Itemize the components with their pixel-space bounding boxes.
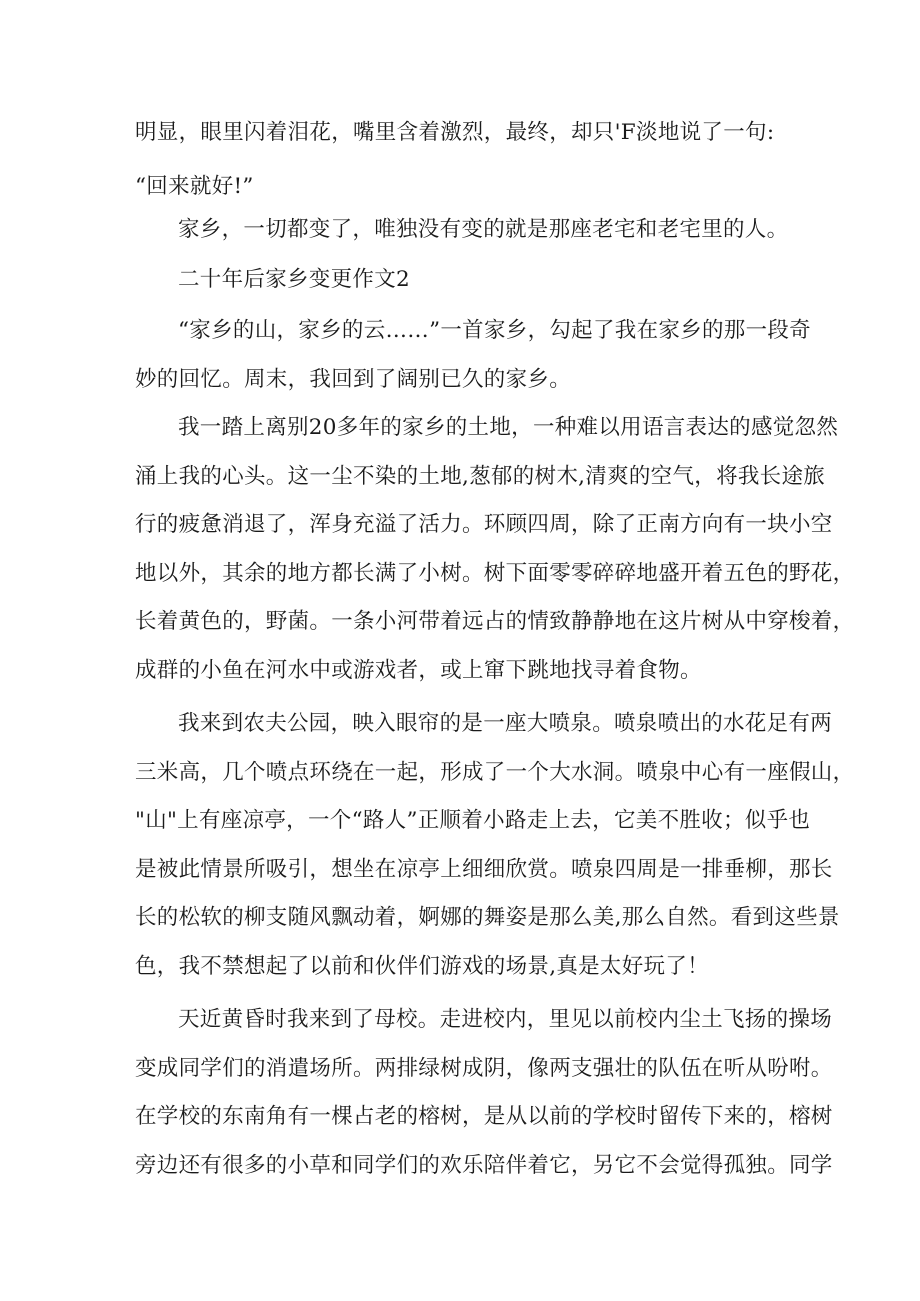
- text-line: 是被此情景所吸引，想坐在凉亭上细细欣赏。喷泉四周是一排垂柳，那长: [135, 857, 833, 882]
- text-line: 明显，眼里闪着泪花，嘴里含着激烈，最终，却只'F淡地说了一句:: [135, 120, 775, 145]
- text-line: 长着黄色的，野菌。一条小河带着远占的情致静静地在这片树从中穿梭着，: [135, 609, 855, 634]
- text-line: 涌上我的心头。这一尘不染的土地,葱郁的树木,清爽的空气，将我长途旅: [135, 464, 826, 489]
- section-heading: 二十年后家乡变更作文2: [178, 267, 410, 292]
- text-line: 成群的小鱼在河水中或游戏者，或上窜下跳地找寻着食物。: [135, 658, 702, 683]
- text-line: 家乡，一切都变了，唯独没有变的就是那座老宅和老宅里的人。: [178, 217, 789, 242]
- text-line: “回来就好!”: [135, 174, 254, 199]
- text-line: 长的松软的柳支随风飘动着，婀娜的舞姿是那么美,那么自然。看到这些景: [135, 905, 840, 930]
- text-line: 在学校的东南角有一棵占老的榕树，是从以前的学校时留传下来的，榕树: [135, 1104, 833, 1129]
- text-line: 地以外，其余的地方都长满了小树。树下面零零碎碎地盛开着五色的野花，: [135, 561, 855, 586]
- text-line: 色，我不禁想起了以前和伙伴们游戏的场景,真是太好玩了！: [135, 954, 709, 979]
- text-line: 行的疲惫消退了，浑身充溢了活力。环顾四周，除了正南方向有一块小空: [135, 512, 833, 537]
- text-line: 变成同学们的消遣场所。两排绿树成阴，像两支强壮的队伍在听从吩咐。: [135, 1056, 833, 1081]
- text-line: 妙的回忆。周末，我回到了阔别已久的家乡。: [135, 367, 572, 392]
- text-line: 天近黄昏时我来到了母校。走进校内，里见以前校内尘土飞扬的操场: [178, 1007, 833, 1032]
- text-line: 我一踏上离别20多年的家乡的土地，一种难以用语言表达的感觉忽然: [178, 415, 839, 440]
- text-line: 我来到农夫公园，映入眼帘的是一座大喷泉。喷泉喷出的水花足有两: [178, 711, 833, 736]
- text-line: 三米高，几个喷点环绕在一起，形成了一个大水洞。喷泉中心有一座假山，: [135, 760, 855, 785]
- text-line: “家乡的山，家乡的云……”一首家乡，勾起了我在家乡的那一段奇: [178, 318, 811, 343]
- text-line: 旁边还有很多的小草和同学们的欢乐陪伴着它，另它不会觉得孤独。同学: [135, 1153, 833, 1178]
- text-line: "山"上有座凉亭，一个“路人”正顺着小路走上去，它美不胜收；似乎也: [135, 808, 811, 833]
